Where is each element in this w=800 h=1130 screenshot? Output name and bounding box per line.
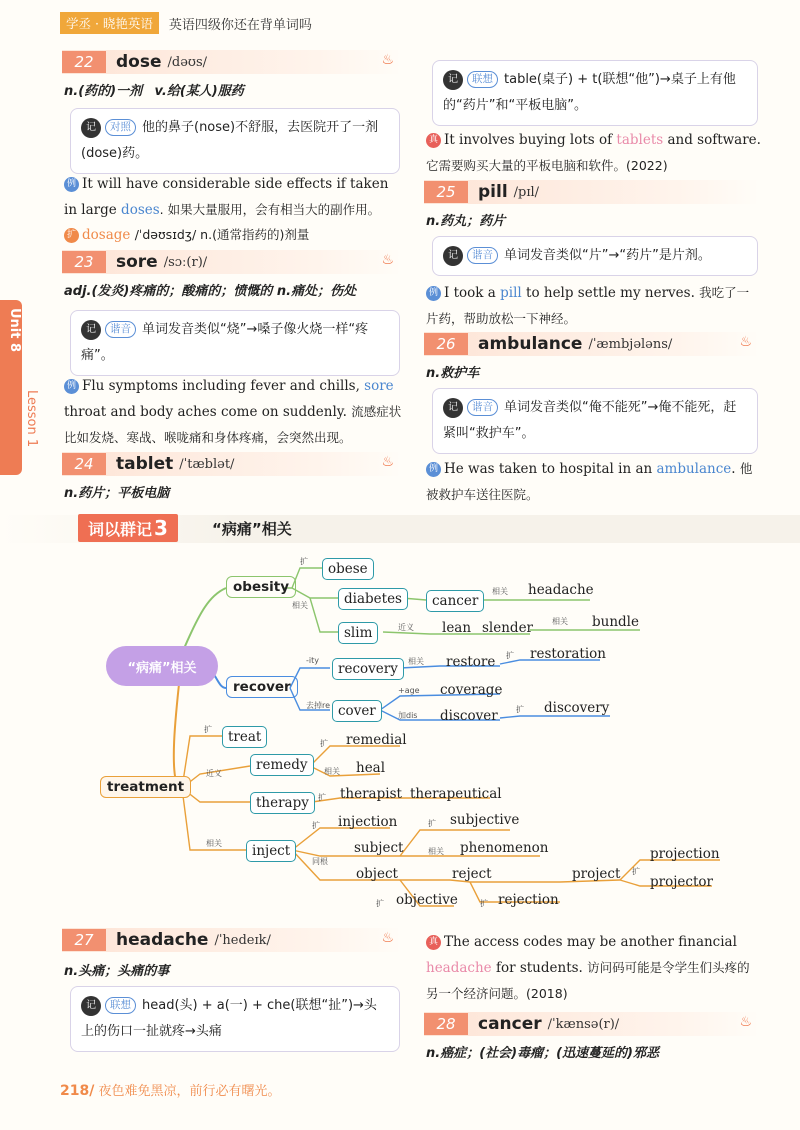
example-ambulance: 例 He was taken to hospital in an ambulance. 他被救护车送往医院。 [426,461,753,502]
exam-icon: 真 [426,133,441,148]
memo-pill: 记 谐音 单词发音类似“片”→“药片”是片剂。 [432,236,758,276]
node-slender: slender [482,620,534,636]
node-therapeutical: therapeutical [410,786,502,802]
mindmap-center: “病痛”相关 [106,646,218,686]
rel-label: 扩 [480,899,488,908]
word-number: 22 [62,51,106,73]
word-header-headache: 27 headache /ˈhedeɪk/ ♨ [62,928,402,952]
node-treat: treat [222,726,267,748]
node-lean: lean [442,620,472,636]
node-slim: slim [338,622,378,644]
brand: 学丞 · 晓艳英语 [60,12,159,34]
book-title: 英语四级你还在背单词吗 [168,17,312,33]
group-obesity: obesity [226,576,296,598]
example-icon: 例 [64,379,79,394]
node-cancer: cancer [426,590,484,612]
node-remedial: remedial [346,732,407,748]
rel-label: 扩 [204,725,212,734]
flame-icon: ♨ [739,1014,752,1030]
node-heal: heal [356,760,386,776]
example-icon: 例 [426,462,441,477]
word-header-sore: 23 sore /sɔː(r)/ ♨ [62,250,402,274]
motto: 夜色难免黑凉，前行必有曙光。 [98,1084,281,1099]
memo-tablet: 记 联想 table(桌子) + t(联想“他”)→桌子上有他的“药片”和“平板电脑”。 [432,60,758,126]
memo-dose: 记 对照 他的鼻子(nose)不舒服，去医院开了一剂(dose)药。 [70,108,400,174]
memo-icon: 记 [443,246,463,266]
rel-label: 相关 [428,847,444,856]
node-therapist: therapist [340,786,402,802]
word-header-ambulance: 26 ambulance /ˈæmbjələns/ ♨ [424,332,760,356]
flame-icon: ♨ [381,52,394,68]
memo-ambulance: 记 谐音 单词发音类似“俺不能死”→俺不能死，赶紧叫“救护车”。 [432,388,758,454]
memo-icon: 记 [443,70,463,90]
rel-label: 同根 [312,857,328,866]
phonetic: /dəʊs/ [167,54,208,70]
node-subjective: subjective [450,812,520,828]
rel-label: 相关 [408,657,424,666]
group-treatment: treatment [100,776,191,798]
rel-label: 扩 [320,739,328,748]
group-recover: recover [226,676,298,698]
word-header-tablet: 24 tablet /ˈtæblət/ ♨ [62,452,402,476]
page-number: 218/ [60,1083,95,1099]
unit-label: Unit 8 [7,308,22,353]
mindmap-badge: 词以群记 3 [78,514,178,542]
node-bundle: bundle [592,614,639,630]
rel-label: 扩 [312,821,320,830]
word-title: dose [116,52,162,72]
node-objective: objective [396,892,458,908]
extend-icon: 扩 [64,228,79,243]
memo-icon: 记 [81,118,101,138]
pos-headache: n.头痛；头痛的事 [64,964,170,979]
extension-dosage: 扩 dosage /ˈdəʊsɪdʒ/ n.(通常指药的)剂量 [64,222,404,248]
example-tablet: 真 It involves buying lots of tablets and software. 它需要购买大量的平板电脑和软件。(2022) [426,132,761,173]
node-restore: restore [446,654,496,670]
word-header-pill: 25 pill /pɪl/ [424,180,760,204]
rel-label: 扩 [632,867,640,876]
rel-label: 去掉re [306,701,331,710]
node-rejection: rejection [498,892,559,908]
rel-label: +age [398,686,420,695]
pos-dose: n.(药的)一剂 v.给(某人)服药 [64,84,244,99]
rel-label: 相关 [206,839,222,848]
node-recovery: recovery [332,658,404,680]
node-coverage: coverage [440,682,503,698]
flame-icon: ♨ [381,252,394,268]
memo-icon: 记 [443,398,463,418]
node-remedy: remedy [250,754,314,776]
pos-tablet: n.药片；平板电脑 [64,486,170,501]
memo-icon: 记 [81,996,101,1016]
node-cover: cover [332,700,382,722]
flame-icon: ♨ [739,334,752,350]
rel-label: 相关 [492,587,508,596]
node-inject: inject [246,840,296,862]
flame-icon: ♨ [381,454,394,470]
page-header [60,10,312,36]
node-projector: projector [650,874,713,890]
exam-icon: 真 [426,935,441,950]
example-icon: 例 [426,286,441,301]
node-projection: projection [650,846,720,862]
rel-label: 近义 [206,769,222,778]
lesson-label: Lesson 1 [24,390,39,448]
node-discovery: discovery [544,700,610,716]
memo-headache: 记 联想 head(头) + a(一) + che(联想“扯”)→头上的伤口一扯就疼→头痛 [70,986,400,1052]
word-header-dose [62,50,402,74]
example-sore: 例 Flu symptoms including fever and chills, sore throat and body aches come on suddenly. 流感症状比如发烧、寒战、喉咙痛和身体疼痛，会突然出现。 [64,378,402,445]
rel-label: -ity [306,656,319,665]
node-diabetes: diabetes [338,588,408,610]
node-headache: headache [528,582,594,598]
rel-label: 扩 [506,651,514,660]
flame-icon: ♨ [381,930,394,946]
rel-label: 扩 [318,793,326,802]
pos-cancer: n.癌症；(社会)毒瘤；(迅速蔓延的)邪恶 [426,1046,659,1061]
example-pill: 例 I took a pill to help settle my nerves. 我吃了一片药，帮助放松一下神经。 [426,285,750,326]
node-injection: injection [338,814,398,830]
rel-label: 扩 [516,705,524,714]
memo-sore: 记 谐音 单词发音类似“烧”→嗓子像火烧一样“疼痛”。 [70,310,400,376]
word-header-cancer: 28 cancer /ˈkænsə(r)/ ♨ [424,1012,760,1036]
mindmap-title: “病痛”相关 [212,520,292,538]
page-footer [60,1080,281,1099]
rel-label: 相关 [552,617,568,626]
node-phenomenon: phenomenon [460,840,549,856]
node-project: project [572,866,621,882]
pos-ambulance: n.救护车 [426,366,480,381]
example-dose: 例 It will have considerable side effects if taken in large doses. 如果大量服用，会有相当大的副作用。 [64,176,389,218]
node-obese: obese [322,558,374,580]
rel-label: 扩 [428,819,436,828]
pos-sore: adj.(发炎)疼痛的；酸痛的；愤慨的 n.痛处；伤处 [64,284,357,299]
unit-tab [0,300,22,475]
rel-label: 近义 [398,623,414,632]
node-reject: reject [452,866,492,882]
rel-label: 相关 [324,767,340,776]
node-subject: subject [354,840,404,856]
rel-label: 相关 [292,601,308,610]
node-object: object [356,866,398,882]
example-icon: 例 [64,177,79,192]
example-headache: 真 The access codes may be another financial headache for students. 访问码可能是令学生们头疼的另一个经济问题。(2018) [426,934,750,1001]
rel-label: 扩 [376,899,384,908]
node-therapy: therapy [250,792,315,814]
rel-label: 扩 [300,557,308,566]
memo-icon: 记 [81,320,101,340]
node-discover: discover [440,708,498,724]
pos-pill: n.药丸；药片 [426,214,506,229]
rel-label: 加dis [398,711,418,720]
node-restoration: restoration [530,646,606,662]
